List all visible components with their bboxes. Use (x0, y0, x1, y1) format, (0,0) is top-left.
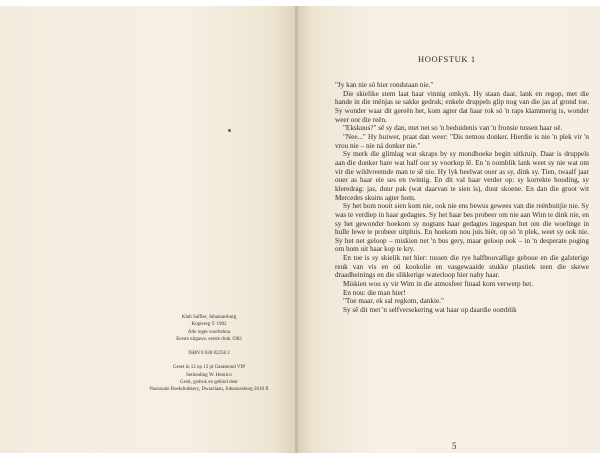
paragraph: En toe is sy skielik net hier: tussen die rye halfbouvallige geboue en die galsterige reuk van vis en oú kookolie en vasgewaaide stukke plastiek teen die skewe draadheinings en die slikkerige waterloop hier naby haar. (335, 254, 589, 280)
paragraph: Miskien wou sy vir Wim in die atmosfeer finaal kom verwerp het. (343, 280, 534, 289)
paragraph: En nou: die man hier! (343, 288, 406, 297)
imprint-line: Klub Saffier, Johannesburg (181, 315, 237, 320)
ink-dot (228, 129, 231, 132)
imprint-line: Nasionale Boekdrukkery, Dwarslaan, Johannesburg 2618 II (149, 387, 269, 393)
imprint-line: Setlonding W. Henrico (186, 372, 232, 378)
paragraph: "Nee..." Hy huiwer, praat dan weer: "Dis netnou donker. Hierdie is nie 'n plek vir 'n vrou nie – nie ná donker nie." (335, 132, 589, 150)
imprint-spacer (128, 343, 290, 350)
chapter-heading: HOOFSTUK 1 (418, 54, 476, 64)
imprint-line: Eerste uitgawe, eerste druk 1982 (176, 336, 242, 342)
imprint-spacer (128, 357, 290, 364)
body-text (335, 81, 589, 315)
open-book (0, 6, 600, 453)
imprint-line: Gesit, gedruk en gebind deur (180, 380, 238, 386)
paragraph: "Jy kan nie só hier rondstaan nie." (335, 81, 434, 89)
left-page (0, 6, 296, 453)
paragraph: "Toe maar, ek sal regkom, dankie." (343, 297, 444, 306)
imprint-isbn: ISBN 0 628 02258 2 (188, 351, 230, 357)
page-number: 5 (452, 441, 457, 451)
imprint-line: Kopiereg © 1982 (191, 322, 227, 328)
paragraph: Sy het hom nooit sien kom nie, ook nie ens bewus gewees van die reënbuitjie nie. Sy was te verdiep in haar gedagtes. Sy het haar bes probeer om nie aan Wim te dink nie, en sy het gewonder hoekom sy nogtans haar gedagtes ingespan het om die woelinge in hulle lewe te probeer uitpluis. En hoekom nou juis hiér, op só 'n plek, weet sy ook nie. Sy het net geloop – miskien net 'n bus gery, maar geloop ook – in 'n desperate poging om hom uit haar kop te kry. (335, 202, 589, 254)
paragraph: Sy merk die glimlag wat skraps by sy mondhoeke begin uitkruip. Daar is druppels aan die donker hare wat half oor sy voorkop lê. En 'n oomblik lank weet sy nie wat om vir die wildvreemde man te sê nie. Hy lyk heelwat ouer as sy, dink sy. Tien, twaalf jaar ouer as haar eie ses en twintig. En dit val haar verder op: sy korrekte houding, sy kleredrag: jas, duur pak (wat daarvan te sien is), duur skoene. En dan die groot wit Mercedes skuins agter hom. (335, 150, 589, 202)
paragraph: Die skielike stem laat haar vinnig omkyk. Hy staan daar, lank en regop, met die hande in die mënjas se sakke gedruk; enkele druppels glip nog van die jas af grond toe. Sy wonder waar dit gereën het, kom agter dat haar rok só 'n raps klammerig is, wonder weer oor die reën. (335, 89, 589, 124)
paragraph: "Ekskuus?" sê sy dan, met net so 'n beduidenis van 'n fronsie tussen haar oë. (343, 124, 563, 133)
imprint-line: Alle regte voorbehou (187, 329, 231, 335)
copyright-imprint (128, 314, 290, 394)
paragraph: Sy sê dit met 'n selfversekering wat haar op daardie oomblik (343, 306, 517, 315)
imprint-line: Geset in 12 op 13 pt Garamond VIP (173, 365, 245, 371)
